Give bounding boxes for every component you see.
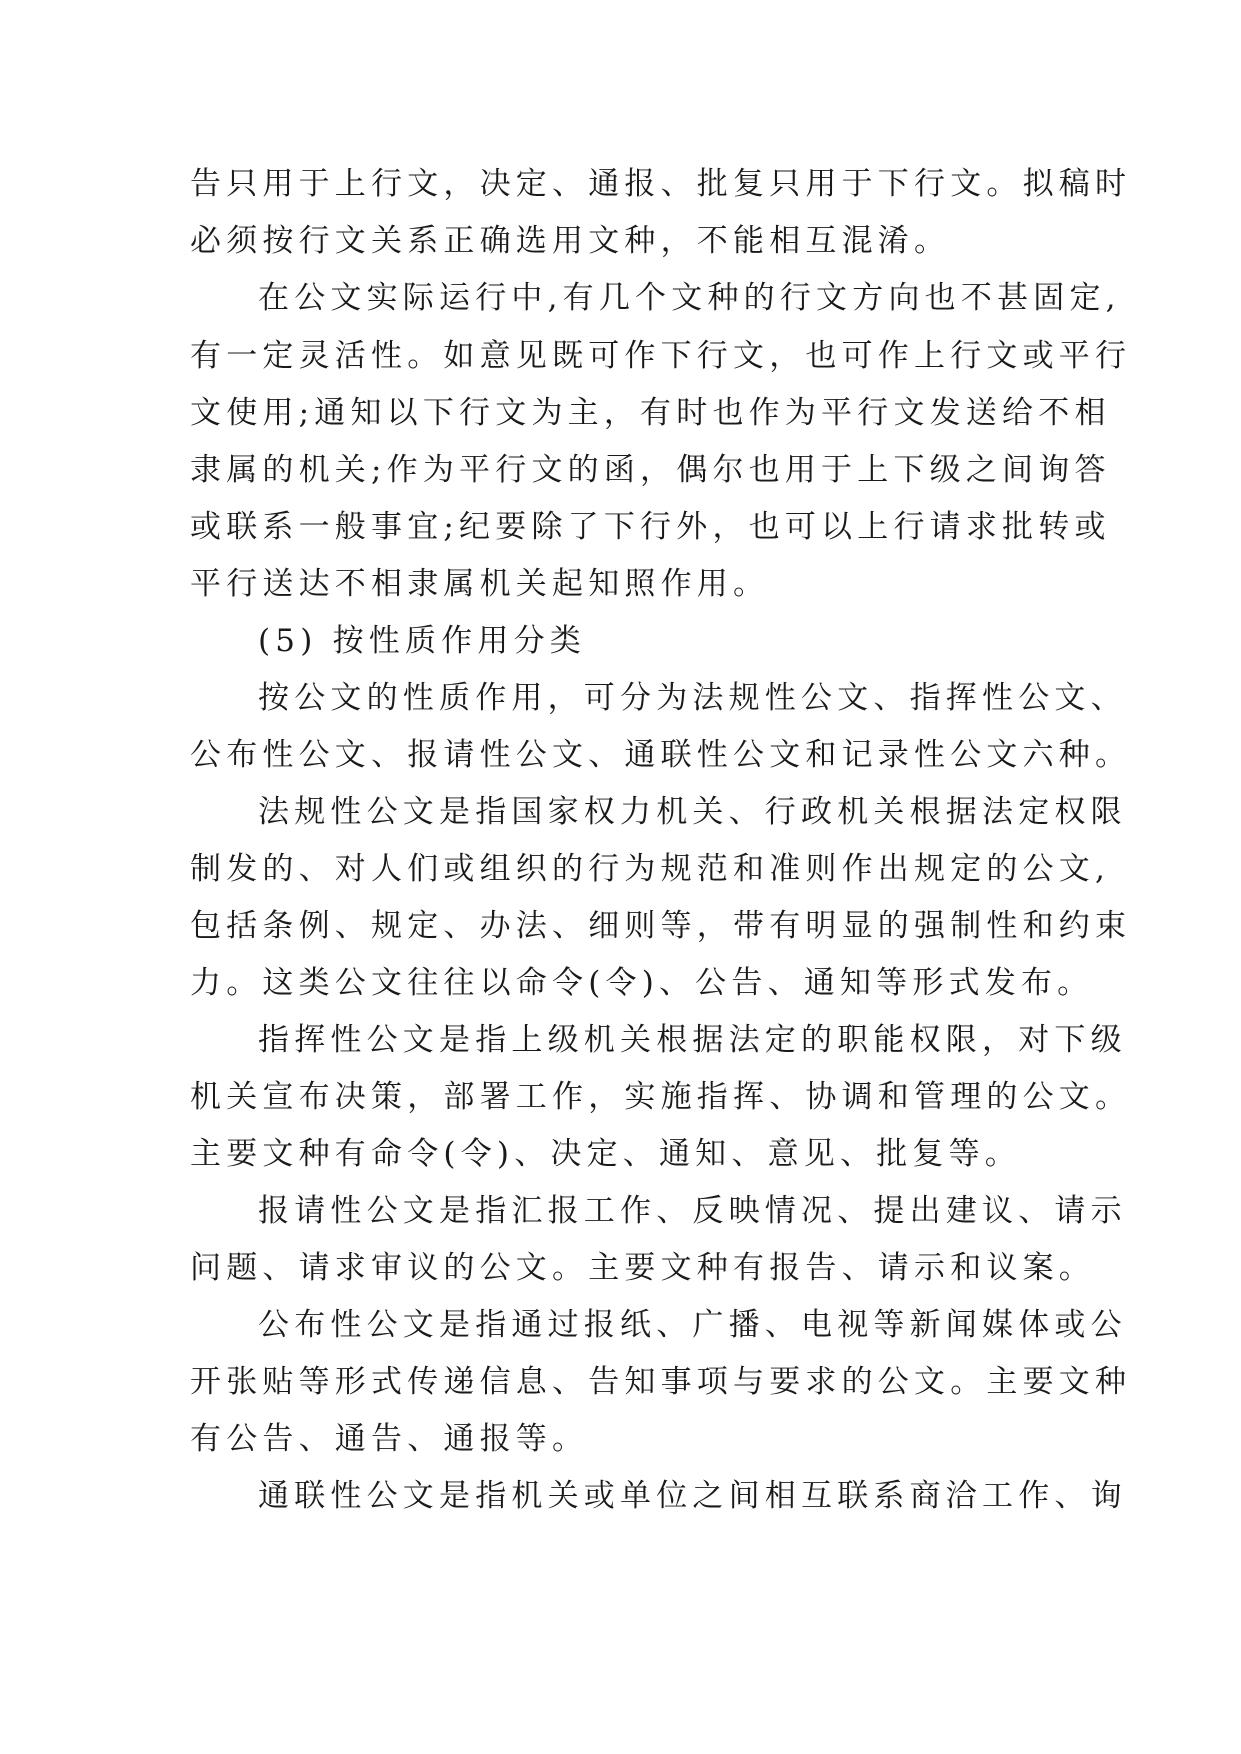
text-line-15: 力。这类公文往往以命令(令)、公告、通知等形式发布。 bbox=[190, 965, 1094, 1001]
text-line-20: 问题、请求审议的公文。主要文种有报告、请示和议案。 bbox=[190, 1250, 1095, 1286]
text-line-10: 按公文的性质作用，可分为法规性公文、指挥性公文、 bbox=[258, 680, 1127, 716]
text-line-19: 报请性公文是指汇报工作、反映情况、提出建议、请示 bbox=[258, 1193, 1127, 1229]
text-line-11: 公布性公文、报请性公文、通联性公文和记录性公文六种。 bbox=[190, 737, 1132, 773]
text-line-14: 包括条例、规定、办法、细则等，带有明显的强制性和约束 bbox=[190, 908, 1132, 944]
text-line-24: 通联性公文是指机关或单位之间相互联系商洽工作、询 bbox=[258, 1478, 1127, 1514]
text-line-18: 主要文种有命令(令)、决定、通知、意见、批复等。 bbox=[190, 1136, 1021, 1172]
text-line-5: 文使用;通知以下行文为主，有时也作为平行文发送给不相 bbox=[190, 395, 1111, 431]
text-line-3: 在公文实际运行中,有几个文种的行文方向也不甚固定, bbox=[258, 280, 1121, 316]
text-line-4: 有一定灵活性。如意见既可作下行文，也可作上行文或平行 bbox=[190, 338, 1132, 374]
text-line-6: 隶属的机关;作为平行文的函，偶尔也用于上下级之间询答 bbox=[190, 452, 1111, 488]
text-line-12: 法规性公文是指国家权力机关、行政机关根据法定权限 bbox=[258, 794, 1127, 830]
text-line-7: 或联系一般事宜;纪要除了下行外，也可以上行请求批转或 bbox=[190, 509, 1111, 545]
text-line-16: 指挥性公文是指上级机关根据法定的职能权限，对下级 bbox=[258, 1022, 1127, 1058]
section-heading: (5) 按性质作用分类 bbox=[258, 623, 586, 659]
text-line-13: 制发的、对人们或组织的行为规范和准则作出规定的公文, bbox=[190, 851, 1111, 887]
text-line-2: 必须按行文关系正确选用文种，不能相互混淆。 bbox=[190, 223, 951, 259]
text-line-17: 机关宣布决策，部署工作，实施指挥、协调和管理的公文。 bbox=[190, 1079, 1132, 1115]
text-line-1: 告只用于上行文，决定、通报、批复只用于下行文。拟稿时 bbox=[190, 166, 1132, 202]
text-line-22: 开张贴等形式传递信息、告知事项与要求的公文。主要文种 bbox=[190, 1364, 1132, 1400]
text-line-23: 有公告、通告、通报等。 bbox=[190, 1421, 589, 1457]
text-line-21: 公布性公文是指通过报纸、广播、电视等新闻媒体或公 bbox=[258, 1307, 1127, 1343]
text-line-8: 平行送达不相隶属机关起知照作用。 bbox=[190, 566, 770, 602]
